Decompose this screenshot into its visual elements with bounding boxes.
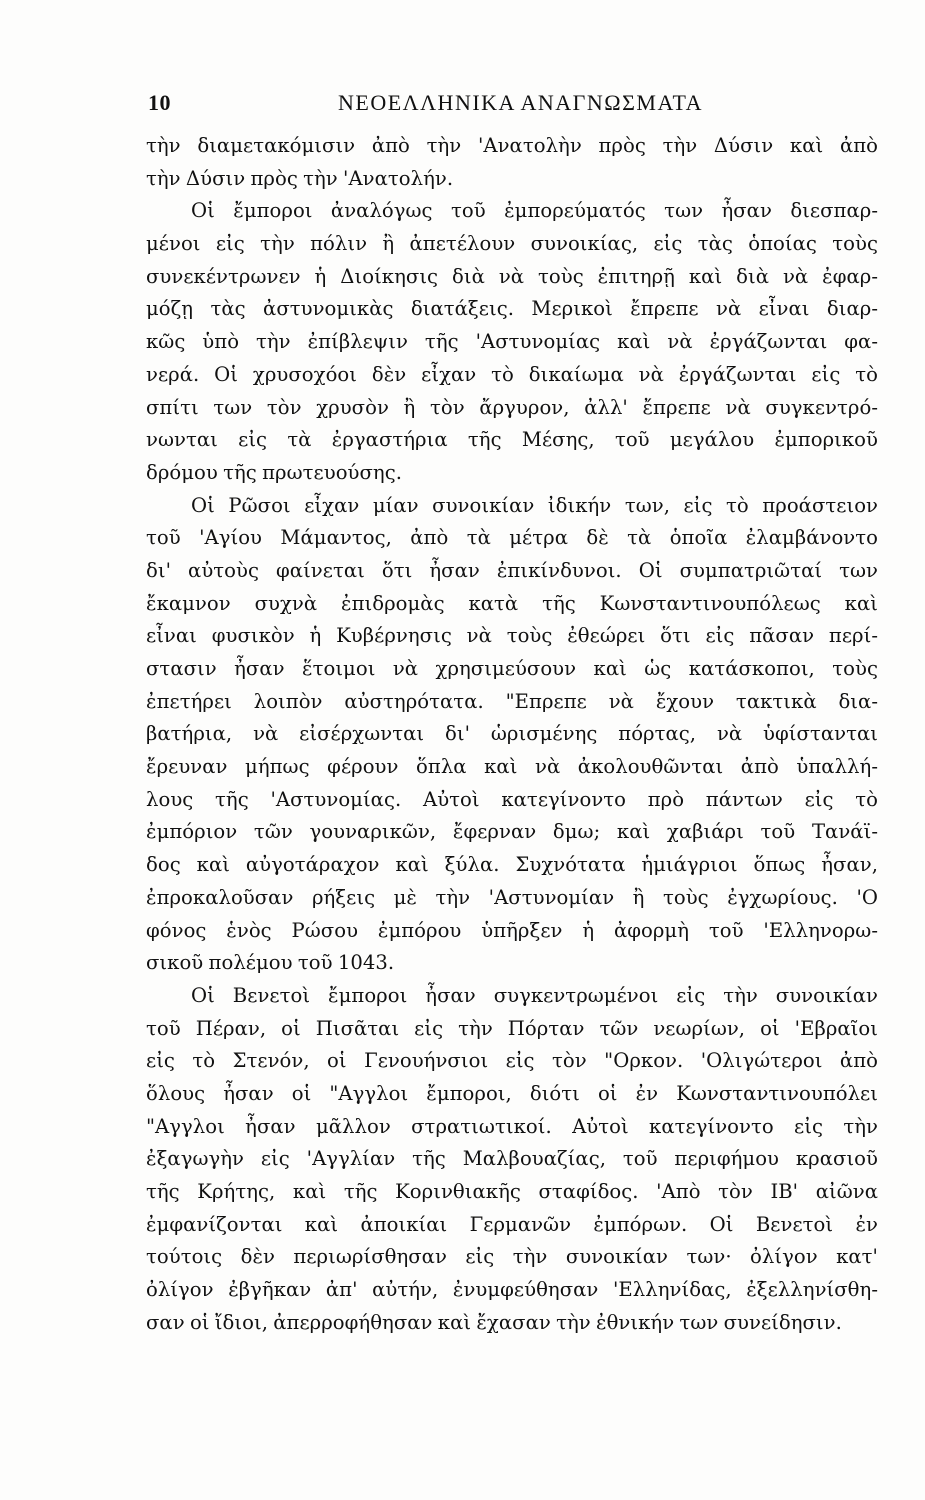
text-line: ἐμπόριον τῶν γουναρικῶν, ἔφερναν δμω; καὶ χαβιάρι τοῦ Τανάϊ- (146, 820, 878, 844)
text-line: σπίτι των τὸν χρυσὸν ἢ τὸν ἄργυρον, ἀλλ' ἔπρεπε νὰ συγκεντρό- (146, 395, 878, 419)
text-line: βατήρια, νὰ εἰσέρχωνται δι' ὡρισμένης πόρτας, νὰ ὑφίστανται (146, 722, 878, 746)
text-line: εἶναι φυσικὸν ἡ Κυβέρνησις νὰ τοὺς ἐθεώρει ὅτι εἰς πᾶσαν περί- (146, 624, 878, 648)
text-line: φόνος ἑνὸς Ρώσου ἐμπόρου ὑπῆρξεν ἡ ἀφορμὴ τοῦ 'Ελληνορω- (146, 918, 878, 942)
text-line: "Αγγλοι ἦσαν μᾶλλον στρατιωτικοί. Αὐτοὶ κατεγίνοντο εἰς τὴν (146, 1114, 878, 1138)
text-line: σαν οἱ ἴδιοι, ἀπερροφήθησαν καὶ ἔχασαν τὴν ἐθνικήν των συνείδησιν. (146, 1310, 842, 1334)
text-line: δρόμου τῆς πρωτευούσης. (146, 460, 403, 484)
text-line: τοῦ 'Αγίου Μάμαντος, ἀπὸ τὰ μέτρα δὲ τὰ ὁποῖα ἐλαμβάνοντο (146, 526, 878, 550)
text-line: Οἱ ἔμποροι ἀναλόγως τοῦ ἐμπορεύματός των ἦσαν διεσπαρ- (191, 199, 878, 223)
text-line: τούτοις δὲν περιωρίσθησαν εἰς τὴν συνοικίαν των· ὀλίγον κατ' (146, 1245, 878, 1269)
text-line: νερά. Οἱ χρυσοχόοι δὲν εἶχαν τὸ δικαίωμα νὰ ἐργάζωνται εἰς τὸ (146, 362, 878, 386)
text-line: ἔκαμνον συχνὰ ἐπιδρομὰς κατὰ τῆς Κωνσταντινουπόλεως καὶ (146, 591, 878, 615)
text-line: Οἱ Ρῶσοι εἶχαν μίαν συνοικίαν ἰδικήν των, εἰς τὸ προάστειον (191, 493, 878, 517)
running-title: ΝΕΟΕΛΛΗΝΙΚΑ ΑΝΑΓΝΩΣΜΑΤΑ (338, 90, 704, 115)
text-line: ὀλίγον ἐβγῆκαν ἀπ' αὐτήν, ἐνυμφεύθησαν 'Ελληνίδας, ἐξελληνίσθη- (146, 1278, 878, 1302)
page-number: 10 (148, 90, 171, 115)
text-line: κῶς ὑπὸ τὴν ἐπίβλεψιν τῆς 'Αστυνομίας καὶ νὰ ἐργάζωνται φα- (146, 330, 878, 354)
text-line: τοῦ Πέραν, οἱ Πισᾶται εἰς τὴν Πόρταν τῶν νεωρίων, οἱ 'Εβραῖοι (146, 1016, 878, 1040)
text-line: Οἱ Βενετοὶ ἔμποροι ἦσαν συγκεντρωμένοι εἰς τὴν συνοικίαν (191, 983, 878, 1007)
page-header (148, 90, 876, 120)
text-line: τὴν Δύσιν πρὸς τὴν 'Ανατολήν. (146, 166, 454, 190)
text-line: σικοῦ πολέμου τοῦ 1043. (146, 951, 395, 975)
text-line: ἐξαγωγὴν εἰς 'Αγγλίαν τῆς Μαλβουαζίας, τοῦ περιφήμου κρασιοῦ (146, 1147, 878, 1171)
text-line: τὴν διαμετακόμισιν ἀπὸ τὴν 'Ανατολὴν πρὸς τὴν Δύσιν καὶ ἀπὸ (146, 134, 878, 157)
text-line: μένοι εἰς τὴν πόλιν ἢ ἀπετέλουν συνοικίας, εἰς τὰς ὁποίας τοὺς (146, 232, 878, 256)
text-line: νωνται εἰς τὰ ἐργαστήρια τῆς Μέσης, τοῦ μεγάλου ἐμπορικοῦ (146, 428, 878, 452)
text-line: συνεκέντρωνεν ἡ Διοίκησις διὰ νὰ τοὺς ἐπιτηρῇ καὶ διὰ νὰ ἐφαρ- (146, 264, 878, 288)
text-line: ἐμφανίζονται καὶ ἀποικίαι Γερμανῶν ἐμπόρων. Οἱ Βενετοὶ ἐν (146, 1212, 878, 1236)
text-line: στασιν ἦσαν ἕτοιμοι νὰ χρησιμεύσουν καὶ ὡς κατάσκοποι, τοὺς (146, 657, 878, 680)
text-line: ἐπετήρει λοιπὸν αὐστηρότατα. "Επρεπε νὰ ἔχουν τακτικὰ δια- (146, 689, 878, 713)
text-line: ὅλους ἦσαν οἱ "Αγγλοι ἔμποροι, διότι οἱ ἐν Κωνσταντινουπόλει (146, 1081, 878, 1105)
text-line: μόζῃ τὰς ἀστυνομικὰς διατάξεις. Μερικοὶ ἔπρεπε νὰ εἶναι διαρ- (146, 297, 878, 321)
text-line: ἐπροκαλοῦσαν ρήξεις μὲ τὴν 'Αστυνομίαν ἢ τοὺς ἐγχωρίους. 'Ο (146, 885, 878, 909)
text-line: δος καὶ αὐγοτάραχον καὶ ξύλα. Συχνότατα ἡμιάγριοι ὅπως ἦσαν, (146, 853, 878, 877)
text-line: ἔρευναν μήπως φέρουν ὅπλα καὶ νὰ ἀκολουθῶνται ἀπὸ ὑπαλλή- (146, 755, 878, 779)
text-line: δι' αὐτοὺς φαίνεται ὅτι ἦσαν ἐπικίνδυνοι. Οἱ συμπατριῶταί των (146, 558, 878, 582)
text-line: εἰς τὸ Στενόν, οἱ Γενουήνσιοι εἰς τὸν "Ορκον. 'Ολιγώτεροι ἀπὸ (146, 1049, 878, 1073)
text-line: τῆς Κρήτης, καὶ τῆς Κορινθιακῆς σταφίδος. 'Απὸ τὸν ΙΒ' αἰῶνα (146, 1180, 878, 1203)
body-text (146, 130, 878, 1339)
text-line: λους τῆς 'Αστυνομίας. Αὐτοὶ κατεγίνοντο πρὸ πάντων εἰς τὸ (146, 787, 878, 811)
